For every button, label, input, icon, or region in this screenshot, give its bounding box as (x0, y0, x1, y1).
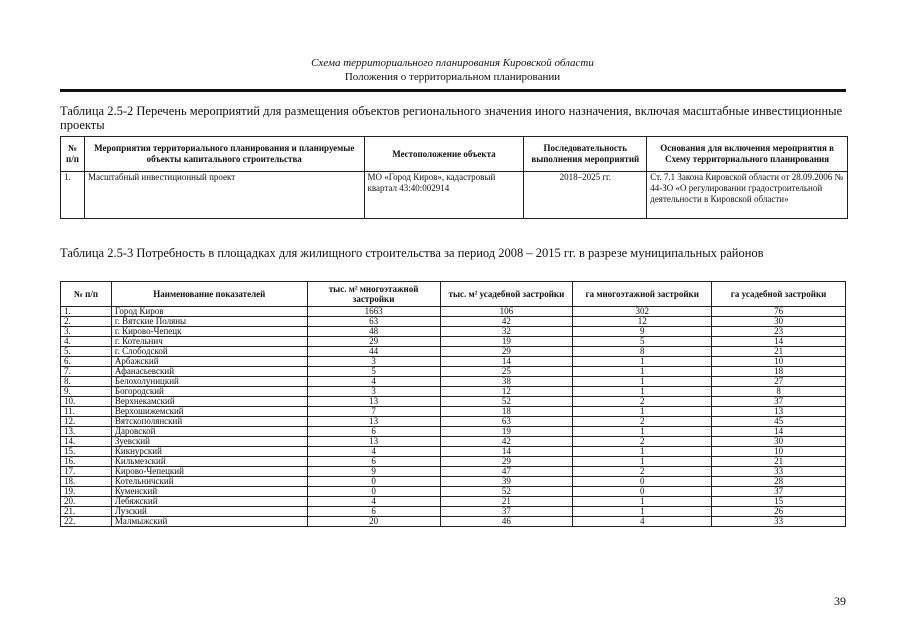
table-cell: Кикнурский (111, 447, 307, 457)
table-cell: Богородский (111, 387, 307, 397)
table-cell: Вятскополянский (111, 417, 307, 427)
table-cell: 19 (440, 427, 573, 437)
table-cell: 1 (573, 387, 712, 397)
table-cell: 12 (573, 317, 712, 327)
table-header-row (61, 282, 846, 307)
table-cell: 13 (307, 417, 440, 427)
table-cell: Куменский (111, 487, 307, 497)
table-cell: Арбажский (111, 357, 307, 367)
table-cell: 302 (573, 307, 712, 317)
table-cell: Верхнекамский (111, 397, 307, 407)
table-cell: 10. (61, 397, 112, 407)
table-cell: 30 (712, 437, 846, 447)
table-row (61, 457, 846, 467)
table-cell: 6 (307, 427, 440, 437)
col-header-grounds: Основания для включения мероприятия в Схему территориального планирования (647, 137, 848, 172)
table-cell: 12. (61, 417, 112, 427)
table-cell: 37 (712, 487, 846, 497)
table-row (61, 467, 846, 477)
table-cell: 13. (61, 427, 112, 437)
table-row (61, 317, 846, 327)
table-cell: 1 (573, 407, 712, 417)
table-cell: Кирово-Чепецкий (111, 467, 307, 477)
table-cell: г. Слободской (111, 347, 307, 357)
table-cell: 17. (61, 467, 112, 477)
table-cell: 5 (573, 337, 712, 347)
table-row (61, 172, 848, 219)
table-cell: 14 (712, 427, 846, 437)
table-row (61, 387, 846, 397)
events-table (60, 136, 848, 219)
table-cell: 19. (61, 487, 112, 497)
table-cell: Верхошижемский (111, 407, 307, 417)
table-cell: 22. (61, 517, 112, 527)
table-cell: 29 (440, 347, 573, 357)
table-cell: 13 (712, 407, 846, 417)
table-cell: 3 (307, 387, 440, 397)
col-header-sequence: Последовательность выполнения мероприятий (524, 137, 647, 172)
table-cell: 45 (712, 417, 846, 427)
table-cell: 6 (307, 507, 440, 517)
table-cell: 15. (61, 447, 112, 457)
table-cell: 29 (440, 457, 573, 467)
table-cell: 11. (61, 407, 112, 417)
col-header-number: № п/п (61, 137, 85, 172)
table-cell: г. Котельнич (111, 337, 307, 347)
table-cell: 18 (712, 367, 846, 377)
table-cell: 1 (573, 427, 712, 437)
housing-table (60, 281, 846, 527)
table-row (61, 307, 846, 317)
table-cell: 1 (573, 447, 712, 457)
table-cell: 5 (307, 367, 440, 377)
table-cell: 9. (61, 387, 112, 397)
table-cell: 4 (307, 447, 440, 457)
table-cell: 46 (440, 517, 573, 527)
table-cell: г. Кирово-Чепецк (111, 327, 307, 337)
col-header-events: Мероприятия территориального планирования и планируемые объекты капитального строительства (84, 137, 364, 172)
table-row (61, 437, 846, 447)
table-cell: 2018–2025 гг. (524, 172, 647, 219)
table-row (61, 367, 846, 377)
table-cell: 3 (307, 357, 440, 367)
table-cell: 52 (440, 397, 573, 407)
table-cell: 21 (712, 347, 846, 357)
table-cell: 18 (440, 407, 573, 417)
table-cell: Лебяжский (111, 497, 307, 507)
table-cell: 7 (307, 407, 440, 417)
table-cell: 63 (440, 417, 573, 427)
table-cell: 27 (712, 377, 846, 387)
table-cell: Кильмезский (111, 457, 307, 467)
table-cell: 2 (573, 417, 712, 427)
table-cell: 14 (440, 447, 573, 457)
table-row (61, 417, 846, 427)
table-cell: Зуевский (111, 437, 307, 447)
table-cell: Ст. 7.1 Закона Кировской области от 28.09.2006 № 44-ЗО «О регулировании градостроительной деятельности в Кировской области» (647, 172, 848, 219)
table-cell: 10 (712, 447, 846, 457)
col-header-number: № п/п (61, 282, 112, 307)
table-cell: 0 (307, 477, 440, 487)
col-header-indicator: Наименование показателей (111, 282, 307, 307)
page-number: 39 (834, 594, 846, 608)
table-row (61, 377, 846, 387)
table-cell: Афанасьевский (111, 367, 307, 377)
table-cell: 5. (61, 347, 112, 357)
table2-caption: Таблица 2.5-3 Потребность в площадках для жилищного строительства за период 2008 – 2015 гг. в разрезе муниципальных районов (60, 246, 764, 260)
table-row (61, 357, 846, 367)
table-cell: 21 (712, 457, 846, 467)
table-cell: г. Вятские Поляны (111, 317, 307, 327)
table-cell: 4 (573, 517, 712, 527)
table-cell: 2 (573, 397, 712, 407)
table-cell: Котельничский (111, 477, 307, 487)
table-cell: 4 (307, 377, 440, 387)
table-cell: 1 (573, 507, 712, 517)
table-cell: 30 (712, 317, 846, 327)
table-cell: 1 (573, 357, 712, 367)
table-cell: 1 (573, 457, 712, 467)
table-cell: 4 (307, 497, 440, 507)
header-divider (60, 89, 846, 92)
table-row (61, 507, 846, 517)
table-cell: 4. (61, 337, 112, 347)
table-cell: 25 (440, 367, 573, 377)
table-cell: 9 (307, 467, 440, 477)
col-header-multistorey-ha: га многоэтажной застройки (573, 282, 712, 307)
table-cell: 33 (712, 467, 846, 477)
header-title: Схема территориального планирования Кировской области (311, 57, 594, 69)
table-cell: 0 (307, 487, 440, 497)
table-cell: 37 (440, 507, 573, 517)
table-cell: 6. (61, 357, 112, 367)
table-cell: 2. (61, 317, 112, 327)
table-row (61, 447, 846, 457)
table-cell: 0 (573, 477, 712, 487)
table-cell: Малмыжский (111, 517, 307, 527)
table-cell: 13 (307, 397, 440, 407)
table-cell: Город Киров (111, 307, 307, 317)
table-row (61, 487, 846, 497)
table-cell: 1. (61, 307, 112, 317)
table-cell: 21 (440, 497, 573, 507)
header-subtitle: Положения о территориальном планировании (344, 71, 561, 83)
table-cell: 10 (712, 357, 846, 367)
table-cell: Даровской (111, 427, 307, 437)
table-cell: 18. (61, 477, 112, 487)
table-cell: 33 (712, 517, 846, 527)
table-cell: 42 (440, 437, 573, 447)
table-cell: 12 (440, 387, 573, 397)
table-cell: МО «Город Киров», кадастровый квартал 43:40:002914 (364, 172, 524, 219)
table-row (61, 347, 846, 357)
table-cell: Масштабный инвестиционный проект (84, 172, 364, 219)
table-header-row (61, 137, 848, 172)
table-cell: 29 (307, 337, 440, 347)
table-cell: 8 (573, 347, 712, 357)
table-row (61, 517, 846, 527)
table-cell: 15 (712, 497, 846, 507)
col-header-estate-ha: га усадебной застройки (712, 282, 846, 307)
table-cell: 14 (440, 357, 573, 367)
col-header-multistorey-area: тыс. м² многоэтажной застройки (307, 282, 440, 307)
table-cell: 1 (573, 497, 712, 507)
table-cell: 1 (573, 377, 712, 387)
table-cell: 38 (440, 377, 573, 387)
table-cell: 9 (573, 327, 712, 337)
table-row (61, 427, 846, 437)
table-row (61, 337, 846, 347)
table-row (61, 477, 846, 487)
table-cell: 76 (712, 307, 846, 317)
table-cell: 8 (712, 387, 846, 397)
table-cell: 23 (712, 327, 846, 337)
table-cell: 47 (440, 467, 573, 477)
table-cell: 2 (573, 467, 712, 477)
table-cell: 52 (440, 487, 573, 497)
table-cell: 21. (61, 507, 112, 517)
table-cell: 44 (307, 347, 440, 357)
table-row (61, 327, 846, 337)
table-cell: 13 (307, 437, 440, 447)
table-cell: 1. (61, 172, 85, 219)
table-cell: 2 (573, 437, 712, 447)
table-cell: 3. (61, 327, 112, 337)
table-cell: Белохолуницкий (111, 377, 307, 387)
table-row (61, 497, 846, 507)
table-cell: 7. (61, 367, 112, 377)
table-cell: 106 (440, 307, 573, 317)
table-cell: 28 (712, 477, 846, 487)
table-cell: 63 (307, 317, 440, 327)
table-cell: 14. (61, 437, 112, 447)
table-cell: 20 (307, 517, 440, 527)
table-cell: 1 (573, 367, 712, 377)
table-cell: 16. (61, 457, 112, 467)
table-cell: Лузский (111, 507, 307, 517)
table-cell: 37 (712, 397, 846, 407)
table-cell: 14 (712, 337, 846, 347)
table-cell: 20. (61, 497, 112, 507)
table-cell: 6 (307, 457, 440, 467)
col-header-location: Местоположение объекта (364, 137, 524, 172)
table1-caption: Таблица 2.5-2 Перечень мероприятий для размещения объектов регионального значения иного назначения, включая масштабные инвестиционные проекты (60, 104, 843, 132)
col-header-estate-area: тыс. м² усадебной застройки (440, 282, 573, 307)
table-cell: 42 (440, 317, 573, 327)
table-cell: 32 (440, 327, 573, 337)
table-cell: 19 (440, 337, 573, 347)
table-cell: 8. (61, 377, 112, 387)
table-cell: 48 (307, 327, 440, 337)
table-cell: 0 (573, 487, 712, 497)
document-header (60, 56, 845, 84)
table-cell: 39 (440, 477, 573, 487)
table-cell: 26 (712, 507, 846, 517)
table-row (61, 407, 846, 417)
table-row (61, 397, 846, 407)
table-cell: 1663 (307, 307, 440, 317)
